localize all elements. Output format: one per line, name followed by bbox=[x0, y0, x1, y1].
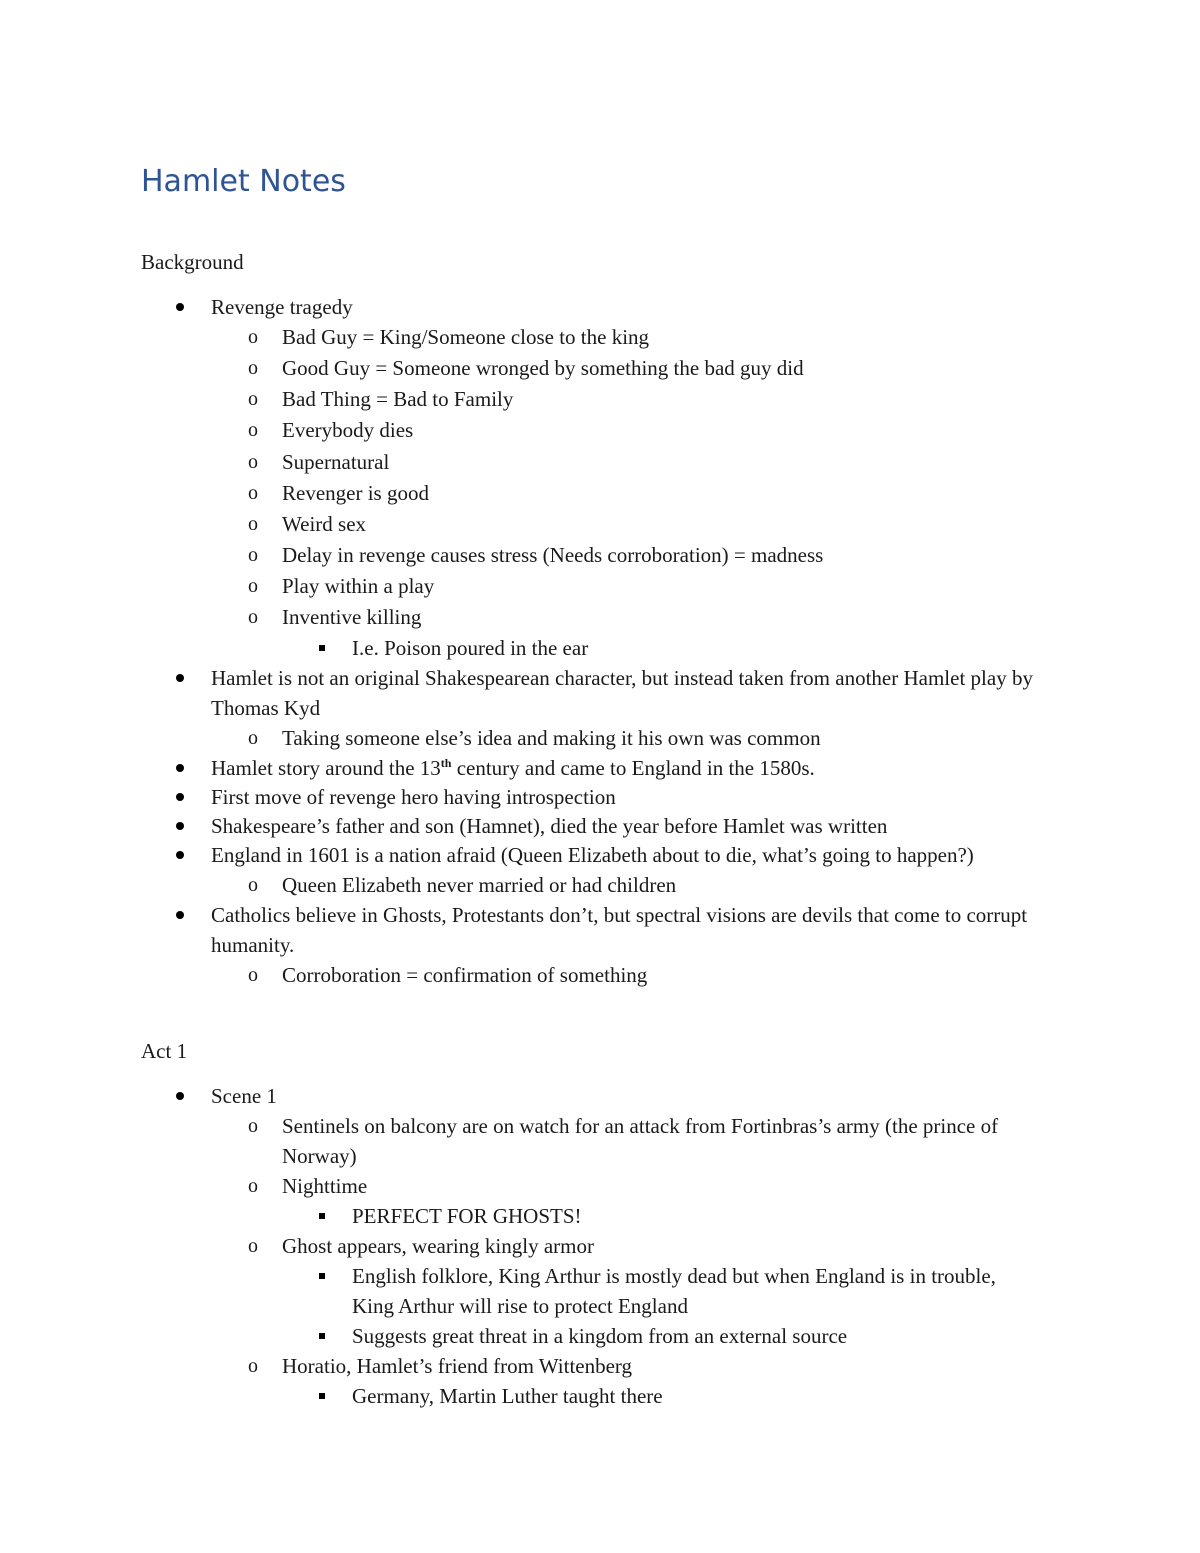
list-item: o Inventive killing bbox=[0, 602, 1200, 632]
square-bullet-icon bbox=[318, 1201, 328, 1231]
bullet-icon bbox=[175, 1081, 187, 1111]
circle-bullet-icon: o bbox=[248, 357, 258, 379]
list-item: Germany, Martin Luther taught there bbox=[0, 1381, 1200, 1411]
square-bullet-icon bbox=[318, 1321, 328, 1351]
circle-bullet-icon: o bbox=[248, 451, 258, 473]
list-item: o Taking someone else’s idea and making it his own was common bbox=[0, 723, 1200, 753]
bullet-icon bbox=[175, 900, 187, 930]
circle-bullet-icon: o bbox=[248, 388, 258, 410]
square-bullet-icon bbox=[318, 633, 328, 663]
circle-bullet-icon: o bbox=[248, 1355, 258, 1377]
list-item: o Bad Guy = King/Someone close to the king bbox=[0, 322, 1200, 352]
list-item: o Ghost appears, wearing kingly armor bbox=[0, 1231, 1200, 1261]
list-item: PERFECT FOR GHOSTS! bbox=[0, 1201, 1200, 1231]
circle-bullet-icon: o bbox=[248, 727, 258, 749]
list-item: o Nighttime bbox=[0, 1171, 1200, 1201]
circle-bullet-icon: o bbox=[248, 513, 258, 535]
circle-bullet-icon: o bbox=[248, 482, 258, 504]
circle-bullet-icon: o bbox=[248, 606, 258, 628]
circle-bullet-icon: o bbox=[248, 419, 258, 441]
list-item: o Sentinels on balcony are on watch for an attack from Fortinbras’s army (the prince of Norway) bbox=[0, 1111, 1200, 1171]
list-item: o Revenger is good bbox=[0, 478, 1200, 508]
bullet-icon bbox=[175, 840, 187, 870]
circle-bullet-icon: o bbox=[248, 1175, 258, 1197]
circle-bullet-icon: o bbox=[248, 1235, 258, 1257]
list-item: First move of revenge hero having introspection bbox=[0, 782, 1200, 812]
list-item: Suggests great threat in a kingdom from an external source bbox=[0, 1321, 1200, 1351]
bullet-icon bbox=[175, 663, 187, 693]
list-item: Revenge tragedy bbox=[0, 292, 1200, 322]
section-heading-background: Background bbox=[141, 250, 244, 274]
list-item: o Horatio, Hamlet’s friend from Wittenberg bbox=[0, 1351, 1200, 1381]
square-bullet-icon bbox=[318, 1381, 328, 1411]
list-item: Hamlet is not an original Shakespearean character, but instead taken from another Hamlet play by Thomas Kyd bbox=[0, 663, 1200, 723]
list-item: o Good Guy = Someone wronged by something the bad guy did bbox=[0, 353, 1200, 383]
circle-bullet-icon: o bbox=[248, 1115, 258, 1137]
list-item: o Supernatural bbox=[0, 447, 1200, 477]
bullet-icon bbox=[175, 753, 187, 783]
circle-bullet-icon: o bbox=[248, 575, 258, 597]
list-item: English folklore, King Arthur is mostly dead but when England is in trouble, King Arthur will rise to protect England bbox=[0, 1261, 1200, 1321]
circle-bullet-icon: o bbox=[248, 544, 258, 566]
background-list bbox=[0, 292, 1200, 990]
list-item: o Delay in revenge causes stress (Needs corroboration) = madness bbox=[0, 540, 1200, 570]
list-item: I.e. Poison poured in the ear bbox=[0, 633, 1200, 663]
bullet-icon bbox=[175, 292, 187, 322]
page-title: Hamlet Notes bbox=[141, 164, 346, 199]
circle-bullet-icon: o bbox=[248, 874, 258, 896]
list-item: o Queen Elizabeth never married or had children bbox=[0, 870, 1200, 900]
square-bullet-icon bbox=[318, 1261, 328, 1291]
list-item: Catholics believe in Ghosts, Protestants don’t, but spectral visions are devils that come to corrupt humanity. bbox=[0, 900, 1200, 960]
act-1-list bbox=[0, 1081, 1200, 1411]
section-heading-act-1: Act 1 bbox=[141, 1039, 188, 1063]
list-item: England in 1601 is a nation afraid (Queen Elizabeth about to die, what’s going to happen?) bbox=[0, 840, 1200, 870]
list-item: o Play within a play bbox=[0, 571, 1200, 601]
circle-bullet-icon: o bbox=[248, 326, 258, 348]
list-item: Scene 1 bbox=[0, 1081, 1200, 1111]
list-item: o Weird sex bbox=[0, 509, 1200, 539]
circle-bullet-icon: o bbox=[248, 964, 258, 986]
list-item: o Bad Thing = Bad to Family bbox=[0, 384, 1200, 414]
list-item: Shakespeare’s father and son (Hamnet), died the year before Hamlet was written bbox=[0, 811, 1200, 841]
bullet-icon bbox=[175, 782, 187, 812]
list-item: o Everybody dies bbox=[0, 415, 1200, 445]
list-item: o Corroboration = confirmation of something bbox=[0, 960, 1200, 990]
bullet-icon bbox=[175, 811, 187, 841]
list-item: Hamlet story around the 13th century and came to England in the 1580s. bbox=[0, 753, 1200, 783]
